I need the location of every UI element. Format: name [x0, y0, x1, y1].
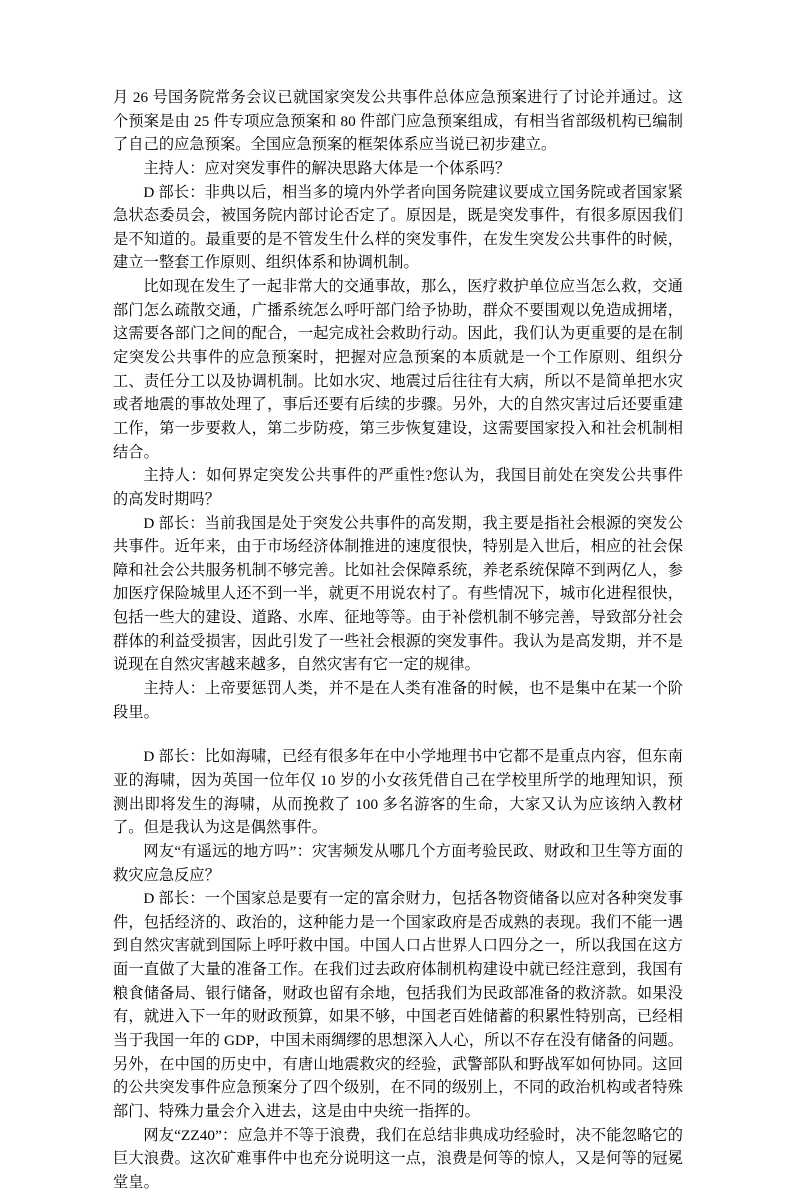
- document-text-body: [113, 86, 683, 1194]
- paragraph: D 部长：当前我国是处于突发公共事件的高发期，我主要是指社会根源的突发公共事件。近年来，由于市场经济体制推进的速度很快，特别是入世后，相应的社会保障和社会公共服务机制不够完善。比如社会保障系统，养老系统保障不到两亿人，参加医疗保险城里人还不到一半，就更不用说农村了。有些情况下，城市化进程很快，包括一些大的建设、道路、水库、征地等等。由于补偿机制不够完善，导致部分社会群体的利益受损害，因此引发了一些社会根源的突发事件。我认为是高发期，并不是说现在自然灾害越来越多，自然灾害有它一定的规律。: [113, 514, 683, 674]
- paragraph: 主持人：如何界定突发公共事件的严重性?您认为，我国目前处在突发公共事件的高发时期吗？: [113, 467, 683, 508]
- paragraph: 网友“有遥远的地方吗”：灾害频发从哪几个方面考验民政、财政和卫生等方面的救灾应急反应？: [113, 842, 683, 884]
- paragraph: D 部长：非典以后，相当多的境内外学者向国务院建议要成立国务院或者国家紧急状态委员会，被国务院内部讨论否定了。原因是，既是突发事件，有很多原因我们是不知道的。最重要的是不管发生什么样的突发事件，在发生突发公共事件的时候，建立一整套工作原则、组织体系和协调机制。: [113, 183, 683, 272]
- paragraph: 月 26 号国务院常务会议已就国家突发公共事件总体应急预案进行了讨论并通过。这个预案是由 25 件专项应急预案和 80 件部门应急预案组成，有相当省部级机构已编制了自己的应急预案。全国应急预案的框架体系应当说已初步建立。: [113, 89, 683, 154]
- paragraph: 比如现在发生了一起非常大的交通事故，那么，医疗救护单位应当怎么救，交通部门怎么疏散交通，广播系统怎么呼吁部门给予协助，群众不要围观以免造成拥堵，这需要各部门之间的配合，一起完成社会救助行动。因此，我们认为更重要的是在制定突发公共事件的应急预案时，把握对应急预案的本质就是一个工作原则、组织分工、责任分工以及协调机制。比如水灾、地震过后往往有大病，所以不是简单把水灾或者地震的事故处理了，事后还要有后续的步骤。另外，大的自然灾害过后还要重建工作，第一步要救人，第二步防疫，第三步恢复建设，这需要国家投入和社会机制相结合。: [113, 278, 683, 461]
- paragraph-spacer: [113, 724, 683, 745]
- paragraph: 主持人：上帝要惩罚人类，并不是在人类有准备的时候，也不是集中在某一个阶段里。: [113, 680, 683, 721]
- paragraph: D 部长：比如海啸，已经有很多年在中小学地理书中它都不是重点内容，但东南亚的海啸，因为英国一位年仅 10 岁的小女孩凭借自己在学校里所学的地理知识，预测出即将发生的海啸，从而挽救了 100 多名游客的生命，大家又认为应该纳入教材了。但是我认为这是偶然事件。: [113, 748, 683, 837]
- paragraph: 主持人：应对突发事件的解决思路大体是一个体系吗？: [143, 159, 511, 177]
- paragraph: 网友“ZZ40”：应急并不等于浪费，我们在总结非典成功经验时，决不能忽略它的巨大浪费。这次矿难事件中也充分说明这一点，浪费是何等的惊人，又是何等的冠冕堂皇。: [113, 1126, 683, 1191]
- paragraph: D 部长：一个国家总是要有一定的富余财力，包括各物资储备以应对各种突发事件，包括经济的、政治的，这种能力是一个国家政府是否成熟的表现。我们不能一遇到自然灾害就到国际上呼吁救中国。中国人口占世界人口四分之一，所以我国在这方面一直做了大量的准备工作。在我们过去政府体制机构建设中就已经注意到，我国有粮食储备局、银行储备，财政也留有余地，包括我们为民政部准备的救济款。如果没有，就进入下一年的财政预算，如果不够，中国老百姓储蓄的积累性特别高，已经相当于我国一年的 GDP，中国未雨绸缪的思想深入人心，所以不存在没有储备的问题。另外，在中国的历史中，有唐山地震救灾的经验，武警部队和野战军如何协同。这回的公共突发事件应急预案分了四个级别，在不同的级别上，不同的政治机构或者特殊部门、特殊力量会介入进去，这是由中央统一指挥的。: [113, 890, 683, 1120]
